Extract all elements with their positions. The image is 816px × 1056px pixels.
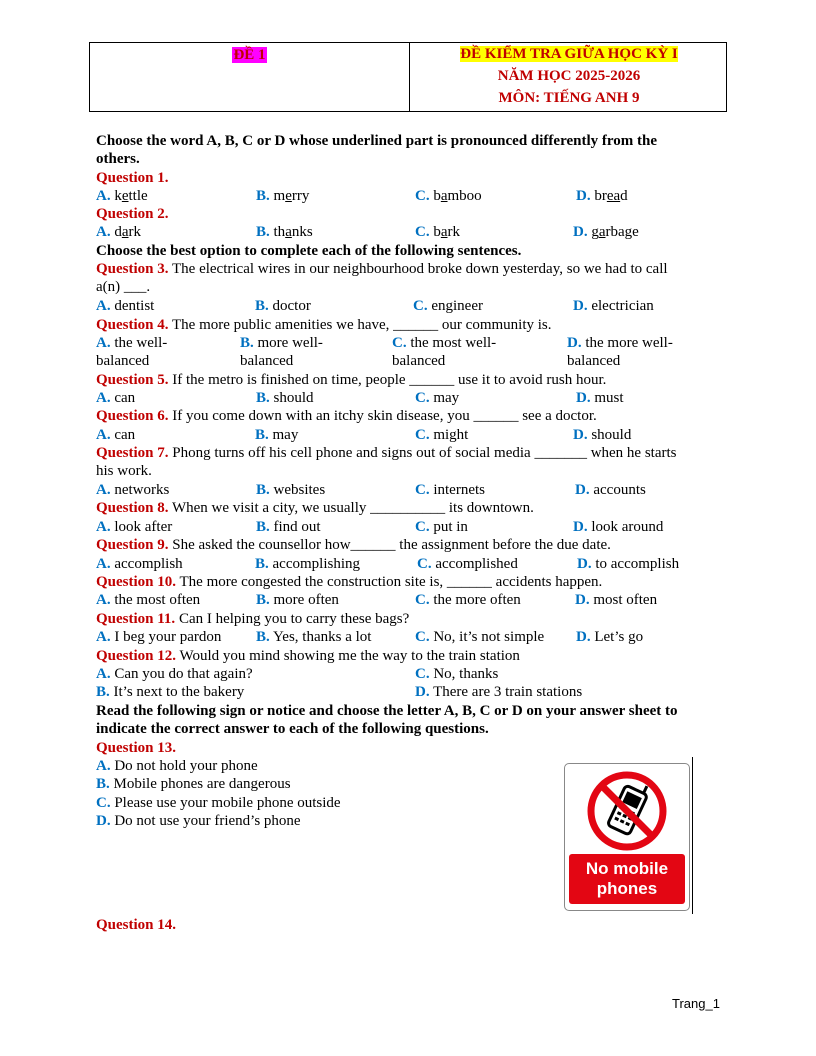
question-2-option-a: A. dark bbox=[96, 224, 142, 240]
subject: MÔN: TIẾNG ANH 9 bbox=[498, 90, 640, 106]
question-10-stem: Question 10. The more congested the construction site is, ______ accidents happen. bbox=[96, 574, 603, 590]
question-7-stem: Question 7. Phong turns off his cell phone and signs out of social media _______ when he starts bbox=[96, 445, 677, 461]
question-13-option-d: D. Do not use your friend’s phone bbox=[96, 813, 301, 829]
question-5-option-a: A. can bbox=[96, 390, 136, 406]
question-4-option-a-cont: balanced bbox=[96, 353, 150, 369]
header-right-cell bbox=[410, 43, 728, 109]
section2-instruction: Choose the best option to complete each of the following sentences. bbox=[96, 243, 522, 259]
question-5-stem: Question 5. If the metro is finished on time, people ______ use it to avoid rush hour. bbox=[96, 372, 607, 388]
question-8-stem: Question 8. When we visit a city, we usually __________ its downtown. bbox=[96, 500, 534, 516]
question-4-option-c: C. the most well- bbox=[392, 335, 497, 351]
question-3-stem: Question 3. The electrical wires in our neighbourhood broke down yesterday, so we had to call bbox=[96, 261, 668, 277]
question-1-option-d: D. bread bbox=[576, 188, 628, 204]
question-2-option-b: B. thanks bbox=[256, 224, 313, 240]
question-12-option-c: C. No, thanks bbox=[415, 666, 499, 682]
question-4-option-b: B. more well- bbox=[240, 335, 323, 351]
question-7-option-c: C. internets bbox=[415, 482, 485, 498]
question-6-option-c: C. might bbox=[415, 427, 469, 443]
question-9-stem: Question 9. She asked the counsellor how______ the assignment before the due date. bbox=[96, 537, 611, 553]
exam-title: ĐỀ KIỂM TRA GIỮA HỌC KỲ I bbox=[460, 46, 678, 62]
question-2-label: Question 2. bbox=[96, 206, 169, 222]
question-2-option-c: C. bark bbox=[415, 224, 461, 240]
question-1-option-c: C. bamboo bbox=[415, 188, 482, 204]
question-7-option-a: A. networks bbox=[96, 482, 170, 498]
question-3-stem-cont: a(n) ___. bbox=[96, 279, 151, 295]
question-2-option-d: D. garbage bbox=[573, 224, 639, 240]
question-10-option-d: D. most often bbox=[575, 592, 658, 608]
question-6-option-b: B. may bbox=[255, 427, 299, 443]
question-9-option-d: D. to accomplish bbox=[577, 556, 680, 572]
question-8-option-a: A. look after bbox=[96, 519, 173, 535]
question-13-label: Question 13. bbox=[96, 740, 177, 756]
question-6-option-a: A. can bbox=[96, 427, 136, 443]
section3-instruction-line2: indicate the correct answer to each of the following questions. bbox=[96, 721, 489, 737]
question-4-option-d: D. the more well- bbox=[567, 335, 673, 351]
page-number: Trang_1 bbox=[672, 996, 720, 1011]
question-9-option-c: C. accomplished bbox=[417, 556, 518, 572]
question-13-option-b: B. Mobile phones are dangerous bbox=[96, 776, 291, 792]
question-13-option-a: A. Do not hold your phone bbox=[96, 758, 258, 774]
no-mobile-phones-sign bbox=[564, 763, 690, 911]
question-6-stem: Question 6. If you come down with an itchy skin disease, you ______ see a doctor. bbox=[96, 408, 597, 424]
question-11-option-d: D. Let’s go bbox=[576, 629, 644, 645]
question-12-option-a: A. Can you do that again? bbox=[96, 666, 253, 682]
question-1-option-b: B. merry bbox=[256, 188, 310, 204]
question-7-option-d: D. accounts bbox=[575, 482, 646, 498]
question-4-option-a: A. the well- bbox=[96, 335, 168, 351]
section1-instruction-line2: others. bbox=[96, 151, 140, 167]
question-5-option-b: B. should bbox=[256, 390, 314, 406]
section1-instruction-line1: Choose the word A, B, C or D whose underlined part is pronounced differently from the bbox=[96, 133, 657, 149]
no-phone-icon bbox=[565, 764, 689, 856]
question-10-option-a: A. the most often bbox=[96, 592, 201, 608]
question-4-stem: Question 4. The more public amenities we have, ______ our community is. bbox=[96, 317, 552, 333]
question-5-option-d: D. must bbox=[576, 390, 624, 406]
question-8-option-c: C. put in bbox=[415, 519, 468, 535]
question-8-option-b: B. find out bbox=[256, 519, 321, 535]
question-12-stem: Question 12. Would you mind showing me the way to the train station bbox=[96, 648, 520, 664]
question-11-option-a: A. I beg your pardon bbox=[96, 629, 222, 645]
sign-text-panel bbox=[569, 854, 685, 904]
question-1-label: Question 1. bbox=[96, 170, 169, 186]
question-10-option-b: B. more often bbox=[256, 592, 339, 608]
exam-code: ĐỀ 1 bbox=[233, 47, 266, 63]
question-14-label: Question 14. bbox=[96, 917, 177, 933]
question-5-option-c: C. may bbox=[415, 390, 460, 406]
question-7-stem-cont: his work. bbox=[96, 463, 152, 479]
question-11-option-c: C. No, it’s not simple bbox=[415, 629, 545, 645]
question-11-stem: Question 11. Can I helping you to carry these bags? bbox=[96, 611, 410, 627]
section3-instruction-line1: Read the following sign or notice and choose the letter A, B, C or D on your answer sheet to bbox=[96, 703, 678, 719]
question-3-option-d: D. electrician bbox=[573, 298, 654, 314]
question-10-option-c: C. the more often bbox=[415, 592, 521, 608]
question-12-option-d: D. There are 3 train stations bbox=[415, 684, 583, 700]
question-4-option-d-cont: balanced bbox=[567, 353, 621, 369]
question-12-option-b: B. It’s next to the bakery bbox=[96, 684, 245, 700]
question-7-option-b: B. websites bbox=[256, 482, 326, 498]
header-left-cell bbox=[90, 47, 409, 64]
question-3-option-a: A. dentist bbox=[96, 298, 155, 314]
question-4-option-c-cont: balanced bbox=[392, 353, 446, 369]
question-4-option-b-cont: balanced bbox=[240, 353, 294, 369]
sign-text-line1: No mobile bbox=[585, 859, 669, 878]
question-13-option-c: C. Please use your mobile phone outside bbox=[96, 795, 341, 811]
question-9-option-a: A. accomplish bbox=[96, 556, 183, 572]
question-6-option-d: D. should bbox=[573, 427, 632, 443]
question-8-option-d: D. look around bbox=[573, 519, 664, 535]
question-9-option-b: B. accomplishing bbox=[255, 556, 360, 572]
header-table bbox=[89, 42, 727, 112]
question-1-option-a: A. kettle bbox=[96, 188, 148, 204]
sign-text-line2: phones bbox=[596, 879, 658, 898]
question-11-option-b: B. Yes, thanks a lot bbox=[256, 629, 372, 645]
school-year: NĂM HỌC 2025-2026 bbox=[497, 68, 641, 84]
question-3-option-b: B. doctor bbox=[255, 298, 311, 314]
question-3-option-c: C. engineer bbox=[413, 298, 483, 314]
